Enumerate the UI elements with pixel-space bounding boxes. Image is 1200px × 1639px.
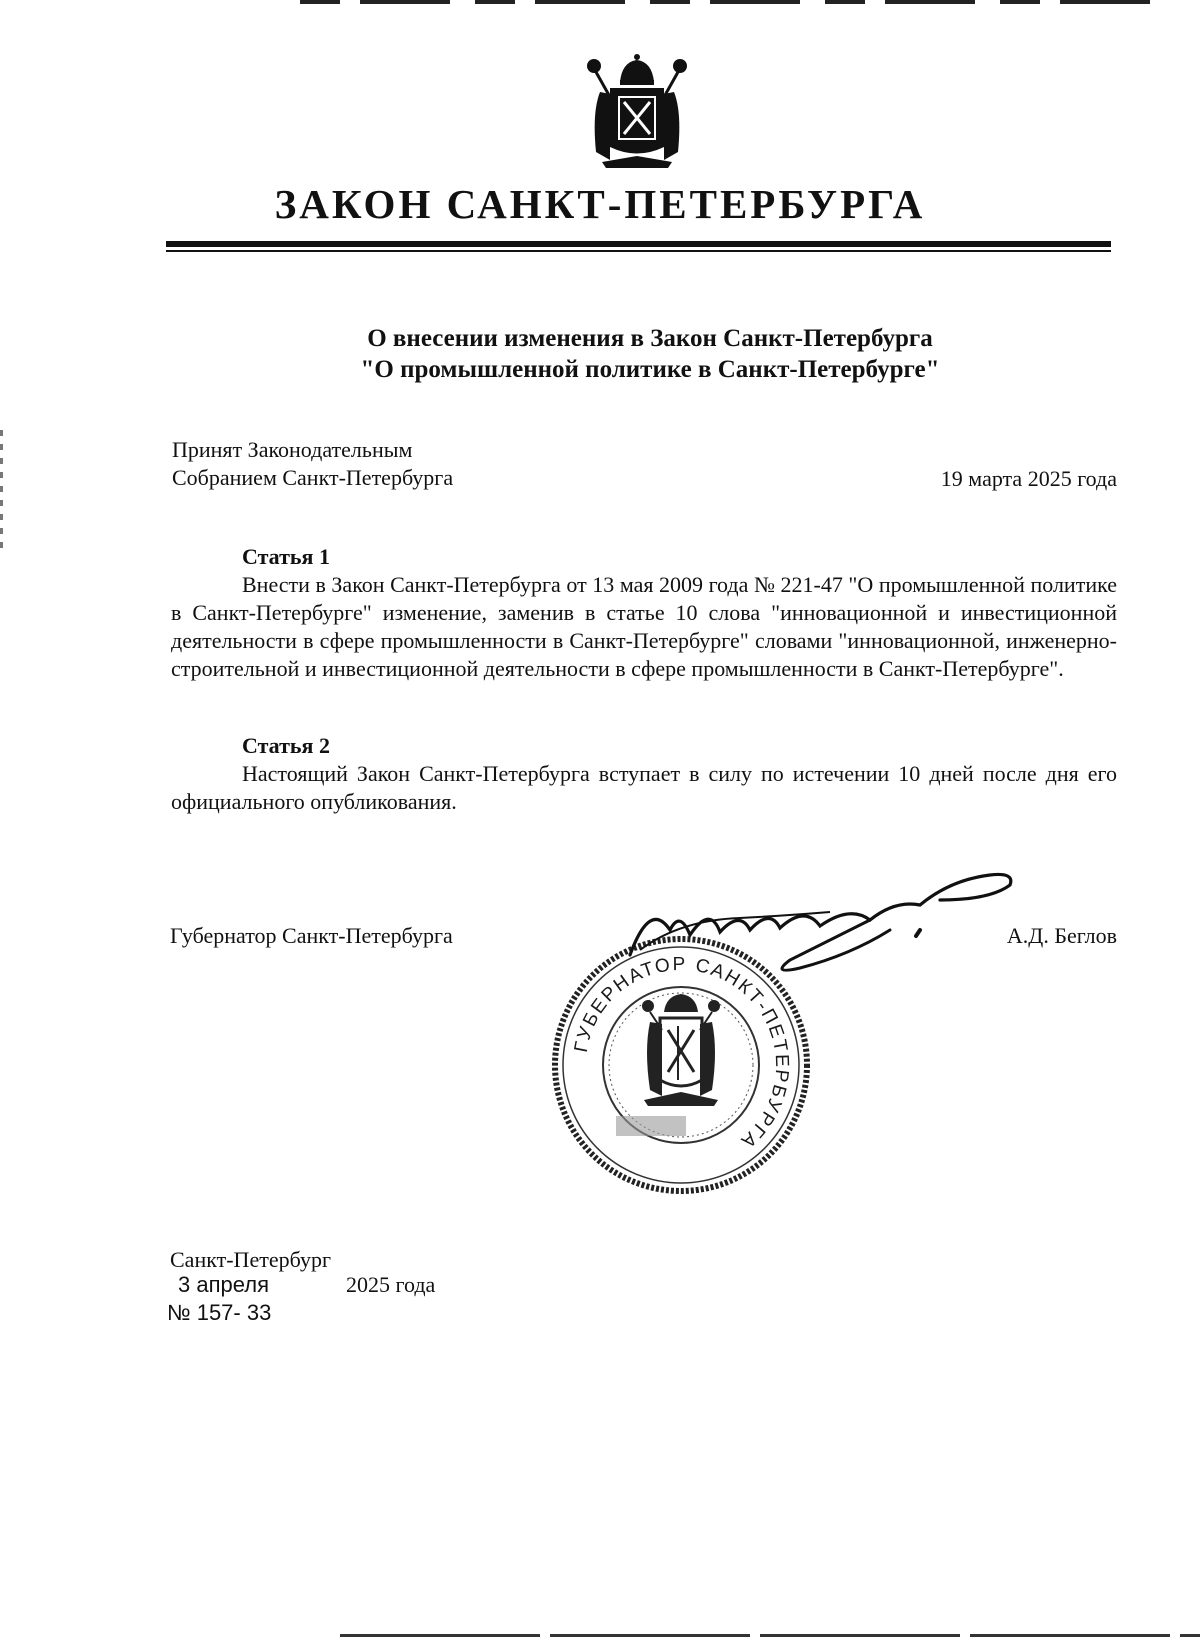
document-title: ЗАКОН САНКТ-ПЕТЕРБУРГА bbox=[274, 181, 926, 227]
title-divider-thin bbox=[166, 250, 1111, 252]
law-subtitle bbox=[0, 323, 1200, 385]
signatory-position: Губернатор Санкт-Петербурга bbox=[170, 923, 453, 948]
article-2-heading: Статья 2 bbox=[242, 733, 330, 758]
article-2-text: Настоящий Закон Санкт-Петербурга вступает в силу по истечении 10 дней после дня его официального опубликования. bbox=[171, 761, 1117, 814]
signing-date bbox=[170, 1272, 435, 1298]
article-1-heading: Статья 1 bbox=[242, 544, 330, 569]
signing-day-month: 3 апреля bbox=[178, 1272, 269, 1297]
spb-coat-of-arms-icon bbox=[582, 52, 692, 170]
scan-artifact-top bbox=[300, 0, 1170, 4]
title-divider-thick bbox=[166, 241, 1111, 247]
seal-text: ГУБЕРНАТОР САНКТ-ПЕТЕРБУРГА bbox=[570, 953, 793, 1153]
subtitle-line-2: "О промышленной политике в Санкт-Петербурге" bbox=[360, 356, 940, 383]
article-1-text: Внести в Закон Санкт-Петербурга от 13 мая 2009 года № 221-47 "О промышленной политике в Санкт-Петербурге" изменение, заменив в статье 10 слова "инновационной и инвестиционной деятельности в сфере промышленности в Санкт-Петербурге" словами "инновационной, инженерно-строительной и инвестиционной деятельности в сфере промышленности в Санкт-Петербурге". bbox=[171, 572, 1117, 681]
adopted-line-2: Собранием Санкт-Петербурга bbox=[172, 465, 454, 490]
signatory-name: А.Д. Беглов bbox=[1006, 923, 1117, 948]
adoption-info bbox=[172, 436, 453, 492]
handwritten-signature bbox=[620, 860, 1040, 980]
adopted-line-1: Принят Законодательным bbox=[172, 437, 413, 462]
law-number: № 157- 33 bbox=[167, 1300, 272, 1325]
subtitle-line-1: О внесении изменения в Закон Санкт-Петербурга bbox=[367, 325, 933, 352]
adoption-date: 19 марта 2025 года bbox=[940, 466, 1117, 491]
scan-artifact-bottom bbox=[340, 1634, 1200, 1637]
signing-year: 2025 года bbox=[346, 1272, 436, 1297]
place-of-signing: Санкт-Петербург bbox=[170, 1247, 331, 1272]
scan-artifact-left bbox=[0, 430, 3, 550]
